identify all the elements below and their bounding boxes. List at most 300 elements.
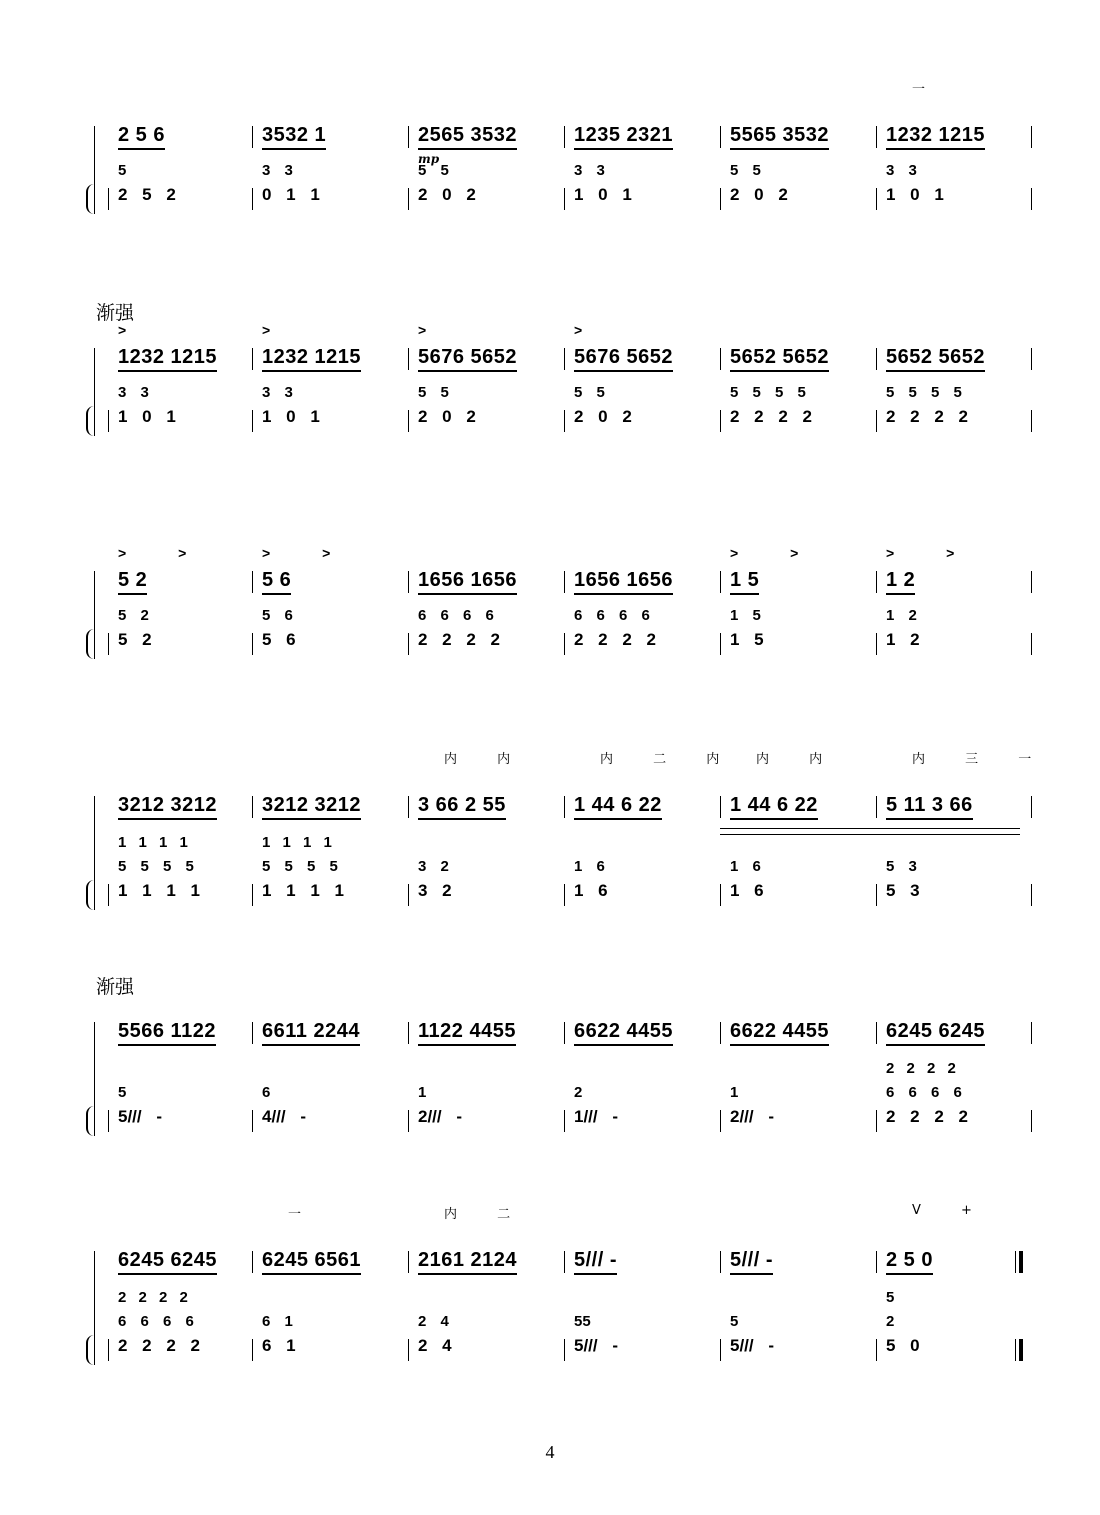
melody-notes: 1232 1215 <box>118 346 217 372</box>
melody-notes: 1656 1656 <box>574 569 673 595</box>
melody-measure-5 <box>720 344 870 384</box>
melody-measure-6 <box>876 1018 1026 1058</box>
melody-measure-2 <box>252 122 402 162</box>
barline <box>720 884 721 906</box>
melody-notes: 5 2 <box>118 569 147 595</box>
melody-measure-5 <box>720 1018 870 1058</box>
barline <box>720 571 721 593</box>
chord-lower-row: 1 0 1 <box>118 407 176 426</box>
melody-notes: 5565 3532 <box>730 124 829 150</box>
barline <box>108 884 109 906</box>
barline <box>252 571 253 593</box>
chord-upper-row: 6 6 6 6 <box>886 1084 962 1101</box>
chord-upper-row: 5 5 5 5 <box>118 858 194 875</box>
melody-measure-1 <box>108 792 258 832</box>
chord-lower-row: 2 2 2 2 <box>574 630 656 649</box>
barline-end <box>1031 410 1032 432</box>
barline-end <box>1015 1251 1023 1273</box>
crescendo-line-upper <box>720 828 1020 829</box>
barline <box>252 188 253 210</box>
chord-upper-row: 3 3 <box>574 162 605 179</box>
barline <box>408 1339 409 1361</box>
melody-notes: 1232 1215 <box>886 124 985 150</box>
melody-measure-5 <box>720 752 870 832</box>
chord-lower-row: 2 2 2 2 <box>886 407 968 426</box>
barline <box>252 796 253 818</box>
melody-staff <box>94 545 1038 607</box>
chord-upper-row: 6 6 6 6 <box>118 1313 194 1330</box>
barline <box>876 188 877 210</box>
chord-lower-row: 2 2 2 2 <box>418 630 500 649</box>
fingering-mark: 一 <box>288 1207 302 1222</box>
barline <box>720 633 721 655</box>
chord-lower-row: 2 0 2 <box>418 407 476 426</box>
melody-notes: 6622 4455 <box>730 1020 829 1046</box>
chord-lower-row: 5 2 <box>118 630 152 649</box>
melody-measure-5 <box>720 1247 870 1287</box>
chord-upper-row: 5 <box>118 162 127 179</box>
accent-mark: > <box>574 322 583 338</box>
accent-mark: > <box>118 322 127 338</box>
barline <box>876 410 877 432</box>
chord-lower-row: 2 0 2 <box>574 407 632 426</box>
barline <box>876 633 877 655</box>
barline <box>876 884 877 906</box>
barline <box>876 348 877 370</box>
barline <box>876 1251 877 1273</box>
chord-upper-row: 6 6 6 6 <box>574 607 650 624</box>
chord-lower-row: 1 1 1 1 <box>262 881 344 900</box>
accompaniment-measure-1 <box>108 1289 258 1375</box>
accompaniment-staff <box>94 1060 1038 1146</box>
barline <box>252 1110 253 1132</box>
barline <box>564 633 565 655</box>
direction-marking: 渐强 <box>96 976 135 998</box>
melody-measure-6 <box>876 82 1026 162</box>
chord-upper-row: 5 5 <box>730 162 761 179</box>
melody-notes: 3532 1 <box>262 124 326 150</box>
chord-lower-row: 1 6 <box>730 881 764 900</box>
fingering-mark: V + <box>912 1203 972 1218</box>
accompaniment-measure-2 <box>252 1313 402 1375</box>
barline <box>876 126 877 148</box>
barline <box>108 1110 109 1132</box>
chord-upper-row: 55 <box>574 1313 591 1330</box>
melody-measure-1 <box>108 545 258 607</box>
barline-end <box>1031 1022 1032 1044</box>
melody-notes: 5/// - <box>574 1249 617 1275</box>
page-number: 4 <box>545 1442 555 1462</box>
melody-notes: 6622 4455 <box>574 1020 673 1046</box>
accompaniment-measure-4 <box>564 162 714 224</box>
melody-measure-2 <box>252 792 402 832</box>
barline <box>408 796 409 818</box>
crescendo-line-lower <box>720 834 1020 835</box>
melody-notes: 3212 3212 <box>118 794 217 820</box>
chord-top-row: 1 1 1 1 <box>118 834 188 851</box>
accompaniment-measure-1 <box>108 162 258 224</box>
chord-lower-row: 1 6 <box>574 881 608 900</box>
accompaniment-measure-4 <box>564 1084 714 1146</box>
melody-measure-2 <box>252 1207 402 1287</box>
barline <box>408 633 409 655</box>
melody-notes: 5676 5652 <box>574 346 673 372</box>
chord-upper-row: 3 3 <box>886 162 917 179</box>
chord-upper-row: 5 5 5 5 <box>730 384 806 401</box>
chord-upper-row: 6 6 6 6 <box>418 607 494 624</box>
fingering-mark: 内 内 <box>756 752 823 767</box>
barline <box>252 348 253 370</box>
accompaniment-measure-6 <box>876 607 1026 669</box>
melody-measure-6 <box>876 752 1032 832</box>
chord-lower-row: 5/// - <box>118 1107 163 1126</box>
barline-end <box>1031 633 1032 655</box>
melody-measure-1 <box>108 1018 258 1058</box>
melody-notes: 5 6 <box>262 569 291 595</box>
melody-notes: 5566 1122 <box>118 1020 216 1046</box>
melody-measure-2 <box>252 1018 402 1058</box>
accent-mark: > <box>418 322 427 338</box>
barline <box>720 1251 721 1273</box>
melody-notes: 3212 3212 <box>262 794 361 820</box>
chord-upper-row: 5 3 <box>886 858 917 875</box>
chord-upper-row: 2 <box>886 1313 895 1330</box>
barline-end <box>1031 126 1032 148</box>
barline <box>408 1110 409 1132</box>
chord-upper-row: 1 <box>418 1084 427 1101</box>
melody-notes: 5 11 3 66 <box>886 794 973 820</box>
melody-staff <box>94 82 1038 166</box>
chord-lower-row: 5 3 <box>886 881 920 900</box>
accompaniment-measure-1 <box>108 607 258 669</box>
accompaniment-measure-2 <box>252 1084 402 1146</box>
accent-mark: > > <box>886 545 955 561</box>
chord-lower-row: 2 5 2 <box>118 185 176 204</box>
fingering-mark: 内 三 一 <box>912 752 1032 767</box>
melody-measure-1 <box>108 322 258 384</box>
accompaniment-measure-4 <box>564 384 714 446</box>
accent-mark: > <box>262 322 271 338</box>
barline <box>252 1251 253 1273</box>
chord-upper-row: 1 6 <box>574 858 605 875</box>
barline <box>564 188 565 210</box>
accompaniment-staff <box>94 1289 1038 1375</box>
barline <box>876 1110 877 1132</box>
accompaniment-staff <box>94 162 1038 224</box>
melody-measure-6 <box>876 545 1026 607</box>
melody-measure-4 <box>564 752 720 832</box>
chord-lower-row: 5 6 <box>262 630 296 649</box>
melody-measure-2 <box>252 322 402 384</box>
system-3 <box>88 545 1038 679</box>
melody-measure-1 <box>108 122 258 162</box>
melody-notes: 2 5 0 <box>886 1249 933 1275</box>
barline <box>252 633 253 655</box>
chord-top-row: 2 2 2 2 <box>886 1060 956 1077</box>
chord-lower-row: 3 2 <box>418 881 452 900</box>
melody-notes: 2161 2124 <box>418 1249 517 1275</box>
accompaniment-measure-3 <box>408 162 558 224</box>
accompaniment-measure-3 <box>408 1084 558 1146</box>
barline <box>408 410 409 432</box>
chord-lower-row: 5 0 <box>886 1336 920 1355</box>
accompaniment-measure-4 <box>564 858 714 920</box>
chord-top-row: 2 2 2 2 <box>118 1289 188 1306</box>
barline <box>720 348 721 370</box>
system-5 <box>88 976 1038 1156</box>
barline <box>564 348 565 370</box>
chord-upper-row: 1 <box>730 1084 739 1101</box>
chord-lower-row: 1 0 1 <box>574 185 632 204</box>
chord-lower-row: 6 1 <box>262 1336 296 1355</box>
chord-upper-row: 1 6 <box>730 858 761 875</box>
chord-lower-row: 2 2 2 2 <box>730 407 812 426</box>
barline <box>108 410 109 432</box>
barline <box>720 1022 721 1044</box>
melody-notes: 5676 5652 <box>418 346 517 372</box>
chord-lower-row: 5/// - <box>574 1336 619 1355</box>
accompaniment-measure-3 <box>408 384 558 446</box>
accompaniment-measure-1 <box>108 1084 258 1146</box>
melody-measure-5 <box>720 122 870 162</box>
chord-lower-row: 2 0 2 <box>418 185 476 204</box>
barline <box>720 188 721 210</box>
melody-notes: 5/// - <box>730 1249 773 1275</box>
direction-marking: 渐强 <box>96 302 135 324</box>
barline <box>876 571 877 593</box>
accompaniment-staff <box>94 607 1038 669</box>
barline <box>564 1022 565 1044</box>
melody-notes: 5652 5652 <box>886 346 985 372</box>
accompaniment-measure-6 <box>876 384 1026 446</box>
melody-notes: 1122 4455 <box>418 1020 516 1046</box>
chord-upper-row: 5 5 <box>418 384 449 401</box>
melody-notes: 1232 1215 <box>262 346 361 372</box>
melody-measure-3 <box>408 122 558 166</box>
barline <box>108 1339 109 1361</box>
chord-lower-row: 2 2 2 2 <box>118 1336 200 1355</box>
barline <box>876 796 877 818</box>
melody-measure-3 <box>408 752 558 832</box>
barline-end <box>1031 1110 1032 1132</box>
melody-measure-1 <box>108 1247 258 1287</box>
chord-top-row: 1 1 1 1 <box>262 834 332 851</box>
barline <box>408 188 409 210</box>
barline <box>564 571 565 593</box>
melody-staff <box>94 1018 1038 1058</box>
melody-staff <box>94 752 1038 832</box>
melody-measure-6 <box>876 1203 1026 1287</box>
barline <box>408 126 409 148</box>
chord-upper-row: 3 2 <box>418 858 449 875</box>
barline <box>564 1110 565 1132</box>
barline-end <box>1031 796 1032 818</box>
barline <box>252 1339 253 1361</box>
barline <box>720 126 721 148</box>
barline <box>252 1022 253 1044</box>
chord-upper-row: 3 3 <box>262 384 293 401</box>
chord-upper-row: 3 3 <box>262 162 293 179</box>
melody-staff <box>94 1203 1038 1287</box>
system-2 <box>88 302 1038 456</box>
fingering-mark: 内 二 内 <box>600 752 720 767</box>
chord-upper-row: 5 <box>118 1084 127 1101</box>
barline-end <box>1031 571 1032 593</box>
barline <box>564 884 565 906</box>
melody-measure-3 <box>408 1018 558 1058</box>
chord-upper-row: 1 2 <box>886 607 917 624</box>
barline <box>564 1339 565 1361</box>
barline <box>564 1251 565 1273</box>
accompaniment-measure-5 <box>720 858 870 920</box>
accompaniment-measure-6 <box>876 162 1026 224</box>
system-1 <box>88 82 1038 234</box>
barline <box>252 126 253 148</box>
chord-lower-row: 2 0 2 <box>730 185 788 204</box>
barline <box>408 348 409 370</box>
barline <box>720 1339 721 1361</box>
accompaniment-measure-4 <box>564 1313 714 1375</box>
chord-upper-row: 5 5 <box>418 162 449 179</box>
melody-notes: 2 5 6 <box>118 124 165 150</box>
barline <box>408 884 409 906</box>
melody-notes: 1 2 <box>886 569 915 595</box>
barline <box>720 796 721 818</box>
chord-lower-row: 1 1 1 1 <box>118 881 200 900</box>
barline <box>408 1251 409 1273</box>
accompaniment-measure-3 <box>408 858 558 920</box>
melody-notes: 2565 3532 <box>418 124 517 150</box>
accompaniment-measure-1 <box>108 834 258 920</box>
chord-upper-row: 5 5 <box>574 384 605 401</box>
melody-measure-4 <box>564 1247 714 1287</box>
melody-measure-2 <box>252 545 402 607</box>
fingering-mark: 内 内 <box>444 752 511 767</box>
melody-notes: 6245 6245 <box>886 1020 985 1046</box>
chord-lower-row: 1 2 <box>886 630 920 649</box>
accompaniment-measure-5 <box>720 1084 870 1146</box>
chord-lower-row: 2/// - <box>730 1107 775 1126</box>
barline-end <box>1031 884 1032 906</box>
accompaniment-staff <box>94 834 1038 920</box>
chord-lower-row: 1 0 1 <box>886 185 944 204</box>
chord-lower-row: 1 5 <box>730 630 764 649</box>
barline <box>564 126 565 148</box>
chord-lower-row: 5/// - <box>730 1336 775 1355</box>
barline <box>720 410 721 432</box>
barline <box>564 796 565 818</box>
melody-staff <box>94 322 1038 384</box>
accent-mark: > > <box>118 545 187 561</box>
melody-notes: 1656 1656 <box>418 569 517 595</box>
melody-notes: 1235 2321 <box>574 124 673 150</box>
barline <box>408 571 409 593</box>
chord-top-row: 5 <box>886 1289 895 1306</box>
dynamic-marking: mp <box>418 152 440 166</box>
fingering-mark: 内 二 <box>444 1207 511 1222</box>
barline-end <box>1031 348 1032 370</box>
melody-measure-4 <box>564 1018 714 1058</box>
melody-measure-3 <box>408 567 558 607</box>
fingering-mark: 一 <box>912 82 926 97</box>
barline <box>408 1022 409 1044</box>
barline <box>876 1022 877 1044</box>
accent-mark: > > <box>262 545 331 561</box>
chord-upper-row: 1 5 <box>730 607 761 624</box>
accompaniment-measure-3 <box>408 607 558 669</box>
accompaniment-measure-6 <box>876 1289 1026 1375</box>
chord-upper-row: 6 <box>262 1084 271 1101</box>
chord-lower-row: 1 0 1 <box>262 407 320 426</box>
melody-notes: 5652 5652 <box>730 346 829 372</box>
barline <box>108 633 109 655</box>
melody-notes: 1 5 <box>730 569 759 595</box>
chord-upper-row: 3 3 <box>118 384 149 401</box>
chord-lower-row: 2 4 <box>418 1336 452 1355</box>
melody-measure-6 <box>876 344 1026 384</box>
accompaniment-measure-2 <box>252 384 402 446</box>
melody-measure-4 <box>564 567 714 607</box>
accompaniment-measure-5 <box>720 384 870 446</box>
chord-lower-row: 1/// - <box>574 1107 619 1126</box>
chord-upper-row: 2 <box>574 1084 583 1101</box>
accompaniment-measure-3 <box>408 1313 558 1375</box>
barline <box>876 1339 877 1361</box>
barline <box>252 884 253 906</box>
accompaniment-measure-5 <box>720 162 870 224</box>
barline <box>564 410 565 432</box>
melody-notes: 6611 2244 <box>262 1020 360 1046</box>
chord-lower-row: 2/// - <box>418 1107 463 1126</box>
accent-mark: > > <box>730 545 799 561</box>
accompaniment-measure-2 <box>252 607 402 669</box>
accompaniment-measure-2 <box>252 162 402 224</box>
accompaniment-measure-5 <box>720 607 870 669</box>
chord-lower-row: 2 2 2 2 <box>886 1107 968 1126</box>
melody-measure-5 <box>720 545 870 607</box>
melody-measure-3 <box>408 1207 558 1287</box>
accompaniment-measure-1 <box>108 384 258 446</box>
system-6 <box>88 1203 1038 1385</box>
chord-lower-row: 0 1 1 <box>262 185 320 204</box>
chord-upper-row: 5 5 5 5 <box>886 384 962 401</box>
accompaniment-measure-5 <box>720 1313 870 1375</box>
accompaniment-measure-2 <box>252 834 402 920</box>
chord-upper-row: 5 6 <box>262 607 293 624</box>
system-4 <box>88 752 1038 930</box>
accompaniment-measure-6 <box>876 858 1026 920</box>
barline-end <box>1031 188 1032 210</box>
barline-end <box>1015 1339 1023 1361</box>
chord-upper-row: 5 5 5 5 <box>262 858 338 875</box>
melody-notes: 1 44 6 22 <box>574 794 662 820</box>
melody-notes: 6245 6245 <box>118 1249 217 1275</box>
chord-upper-row: 5 2 <box>118 607 149 624</box>
melody-measure-3 <box>408 322 558 384</box>
melody-notes: 6245 6561 <box>262 1249 361 1275</box>
accompaniment-measure-6 <box>876 1060 1026 1146</box>
chord-upper-row: 2 4 <box>418 1313 449 1330</box>
chord-lower-row: 4/// - <box>262 1107 307 1126</box>
melody-notes: 1 44 6 22 <box>730 794 818 820</box>
chord-upper-row: 6 1 <box>262 1313 293 1330</box>
accompaniment-staff <box>94 384 1038 446</box>
melody-notes: 3 66 2 55 <box>418 794 506 820</box>
melody-measure-4 <box>564 122 714 162</box>
barline <box>108 188 109 210</box>
barline <box>720 1110 721 1132</box>
chord-upper-row: 5 <box>730 1313 739 1330</box>
